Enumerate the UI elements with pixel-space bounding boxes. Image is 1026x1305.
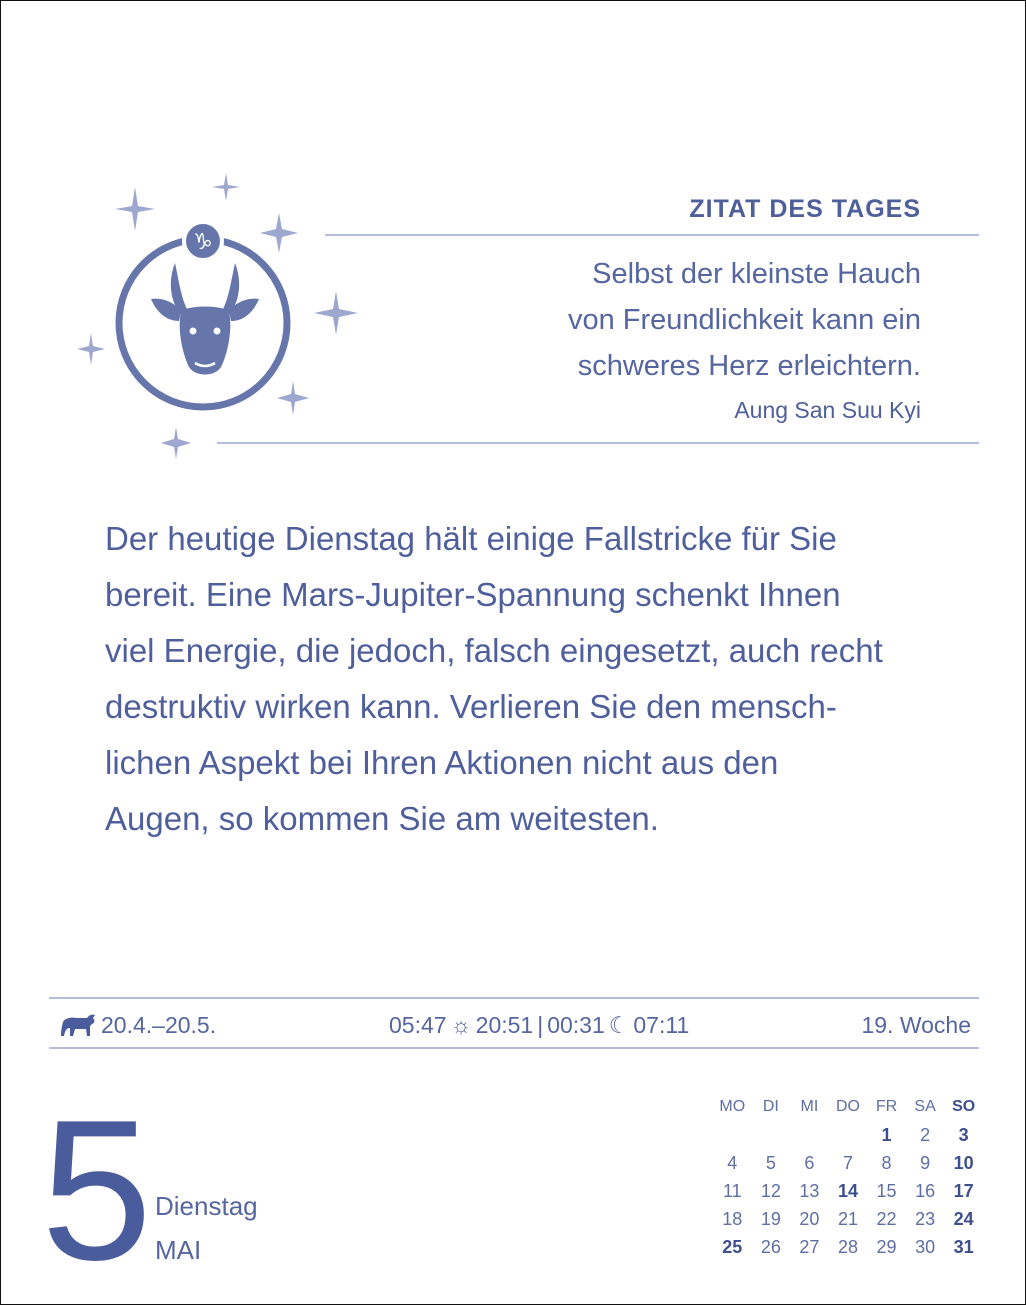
star-icon — [277, 381, 309, 415]
calendar-day: 30 — [915, 1236, 936, 1257]
calendar-day: 22 — [876, 1208, 897, 1229]
calendar-day: 20 — [799, 1208, 820, 1229]
star-icon — [260, 213, 298, 253]
calendar-day: 19 — [760, 1208, 781, 1229]
calendar-header: SO — [952, 1098, 976, 1115]
calendar-day: 31 — [953, 1236, 974, 1257]
month-label: MAI — [155, 1235, 202, 1265]
quote-bottom-rule — [217, 442, 979, 444]
star-icon — [212, 173, 240, 201]
info-row — [49, 1004, 971, 1046]
calendar-day — [752, 1121, 791, 1149]
star-icon — [161, 427, 191, 459]
calendar-day: 16 — [915, 1180, 936, 1201]
calendar-day: 12 — [760, 1180, 781, 1201]
calendar-day: 14 — [837, 1180, 858, 1201]
calendar-day: 8 — [881, 1152, 892, 1173]
calendar-day: 28 — [837, 1236, 858, 1257]
calendar-day: 15 — [876, 1180, 897, 1201]
calendar-header-row — [713, 1093, 983, 1121]
calendar-day: 11 — [722, 1180, 742, 1201]
calendar-header: SA — [914, 1098, 936, 1115]
info-top-rule — [49, 997, 979, 999]
zodiac-emblem — [71, 171, 371, 471]
week-number: 19. Woche — [861, 1012, 971, 1038]
moonrise-time: 00:31 — [547, 1012, 605, 1038]
horoscope-line: viel Energie, die jedoch, falsch eingesetzt, auch recht — [105, 632, 883, 669]
sun-icon: ☼ — [450, 1012, 472, 1038]
quote-heading: ZITAT DES TAGES — [689, 195, 921, 223]
calendar-week-row — [713, 1149, 983, 1177]
capricorn-symbol-icon: ♑ — [193, 230, 213, 255]
calendar-day: 10 — [953, 1152, 974, 1173]
moon-icon: ☾ — [608, 1012, 630, 1038]
calendar-body — [713, 1121, 983, 1261]
day-number: 5 — [41, 1079, 153, 1302]
calendar-day: 6 — [804, 1152, 815, 1173]
calendar-day: 25 — [722, 1236, 743, 1257]
calendar-week-row — [713, 1121, 983, 1149]
mini-calendar — [713, 1093, 983, 1261]
moonset-time: 07:11 — [633, 1012, 690, 1038]
calendar-day: 2 — [920, 1124, 931, 1145]
horoscope-line: bereit. Eine Mars-Jupiter-Spannung schenkt Ihnen — [105, 576, 841, 613]
quote-line: von Freundlichkeit kann ein — [567, 304, 921, 336]
quote-line: schweres Herz erleichtern. — [577, 350, 921, 382]
quote-author: Aung San Suu Kyi — [734, 397, 921, 423]
quote-top-rule — [325, 234, 979, 236]
calendar-header: DO — [835, 1098, 860, 1115]
calendar-day: 9 — [920, 1152, 931, 1173]
calendar-week-row — [713, 1205, 983, 1233]
horoscope-line: destruktiv wirken kann. Verlieren Sie den mensch- — [105, 688, 837, 725]
horoscope-line: Der heutige Dienstag hält einige Fallstricke für Sie — [105, 520, 837, 557]
calendar-day: 26 — [760, 1236, 781, 1257]
calendar-day: 5 — [765, 1152, 776, 1173]
info-bottom-rule — [49, 1047, 979, 1049]
calendar-day — [790, 1121, 829, 1149]
calendar-day: 3 — [958, 1124, 969, 1145]
sign-range: 20.4.–20.5. — [101, 1012, 217, 1038]
horoscope-line: Augen, so kommen Sie am weitesten. — [105, 800, 659, 837]
calendar-day: 18 — [722, 1208, 743, 1229]
calendar-day: 23 — [915, 1208, 936, 1229]
weekday-label: Dienstag — [155, 1191, 258, 1221]
calendar-day: 13 — [799, 1180, 820, 1201]
horoscope-line: lichen Aspekt bei Ihren Aktionen nicht aus den — [105, 744, 779, 781]
calendar-header: DI — [762, 1098, 779, 1115]
calendar-day: 1 — [881, 1124, 892, 1145]
calendar-day: 24 — [953, 1208, 974, 1229]
star-icon — [115, 187, 155, 231]
calendar-day: 21 — [837, 1208, 858, 1229]
calendar-week-row — [713, 1233, 983, 1261]
calendar-header: FR — [875, 1098, 898, 1115]
capricorn-ibex-icon — [151, 263, 259, 375]
calendar-header: MO — [719, 1098, 746, 1115]
calendar-day: 7 — [842, 1152, 853, 1173]
quote-line: Selbst der kleinste Hauch — [592, 258, 921, 290]
calendar-header: MI — [800, 1098, 819, 1115]
separator: | — [537, 1012, 544, 1038]
bull-icon — [59, 1012, 97, 1038]
quote-text — [461, 251, 921, 389]
calendar-day: 4 — [727, 1152, 738, 1173]
sunset-time: 20:51 — [475, 1012, 534, 1038]
star-icon — [314, 291, 358, 335]
calendar-day: 27 — [799, 1236, 820, 1257]
star-icon — [77, 333, 105, 365]
sunrise-time: 05:47 — [389, 1012, 447, 1038]
sun-moon-times — [389, 1012, 689, 1039]
calendar-day: 29 — [876, 1236, 897, 1257]
calendar-day: 17 — [953, 1180, 974, 1201]
horoscope-text — [105, 511, 945, 847]
calendar-week-row — [713, 1177, 983, 1205]
calendar-day — [829, 1121, 868, 1149]
calendar-day — [713, 1121, 752, 1149]
